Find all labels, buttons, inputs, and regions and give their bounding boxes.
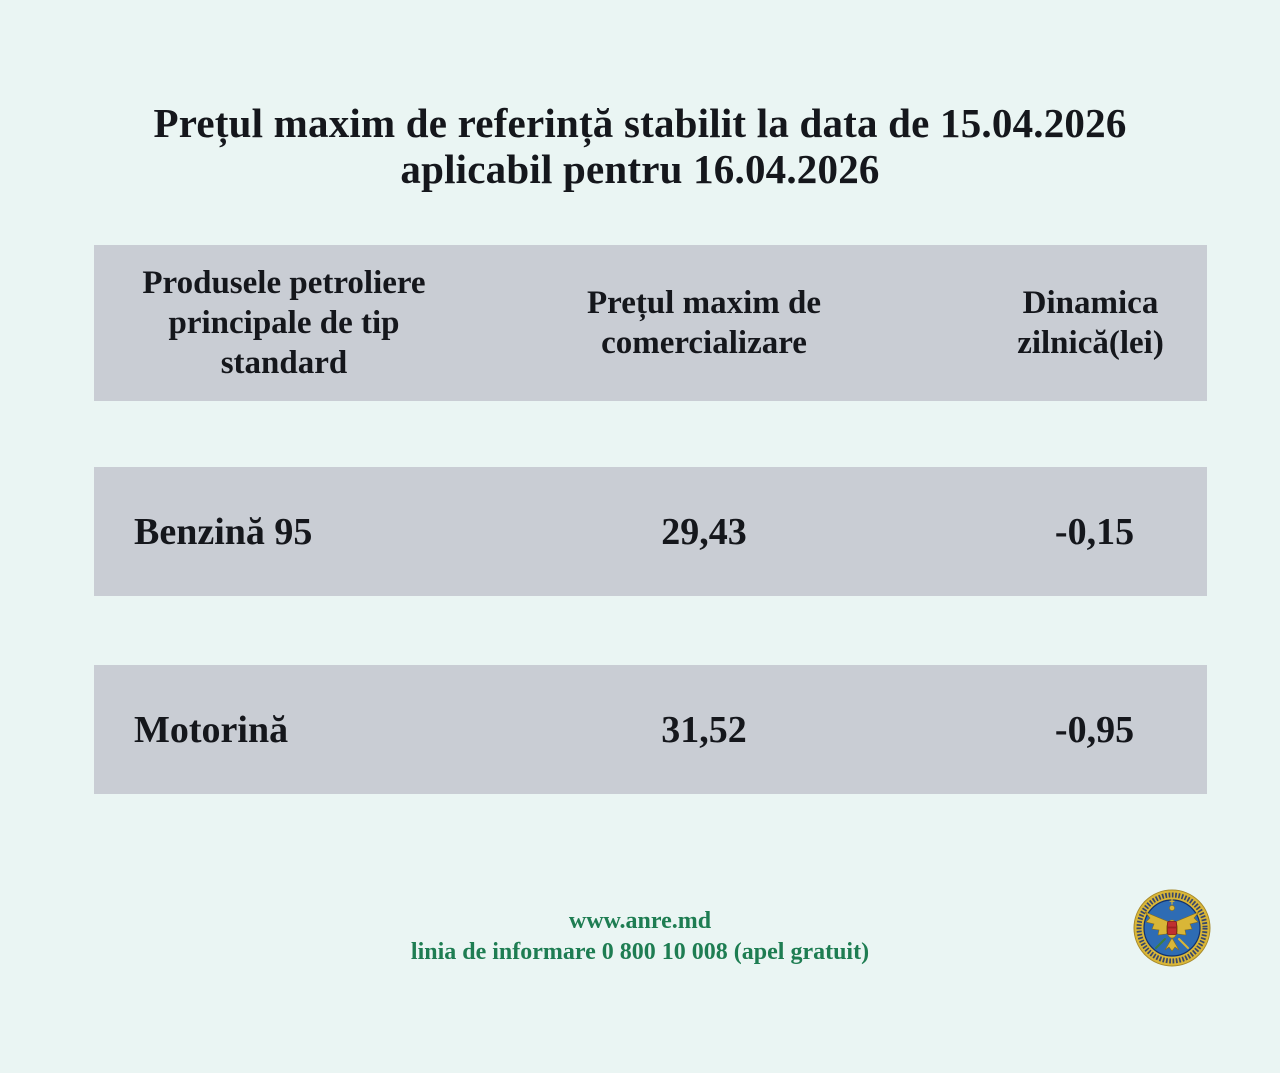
- column-header-products: Produsele petroliere principale de tip standard: [142, 264, 426, 382]
- product-name: Benzină 95: [134, 510, 313, 553]
- table-row: [94, 665, 1207, 794]
- info-line-text: linia de informare 0 800 10 008 (apel gratuit): [410, 938, 870, 965]
- column-header-daily-dynamic: Dinamica zilnică(lei): [1017, 284, 1164, 361]
- footer: [0, 906, 1280, 967]
- column-header-max-price: Prețul maxim de comercializare: [586, 284, 821, 361]
- product-price: 29,43: [661, 510, 747, 553]
- product-name: Motorină: [134, 708, 289, 751]
- website-text: www.anre.md: [568, 908, 712, 934]
- page-title: [0, 100, 1280, 193]
- price-change: -0,95: [1054, 708, 1135, 751]
- title-line-1: Prețul maxim de referință stabilit la data de 15.04.2026: [153, 100, 1127, 146]
- moldova-coat-of-arms-seal-icon: [1133, 889, 1211, 967]
- table-header: [94, 245, 1207, 401]
- product-price: 31,52: [661, 708, 747, 751]
- title-line-2: aplicabil pentru 16.04.2026: [400, 146, 880, 193]
- price-change: -0,15: [1054, 510, 1135, 553]
- table-row: [94, 467, 1207, 596]
